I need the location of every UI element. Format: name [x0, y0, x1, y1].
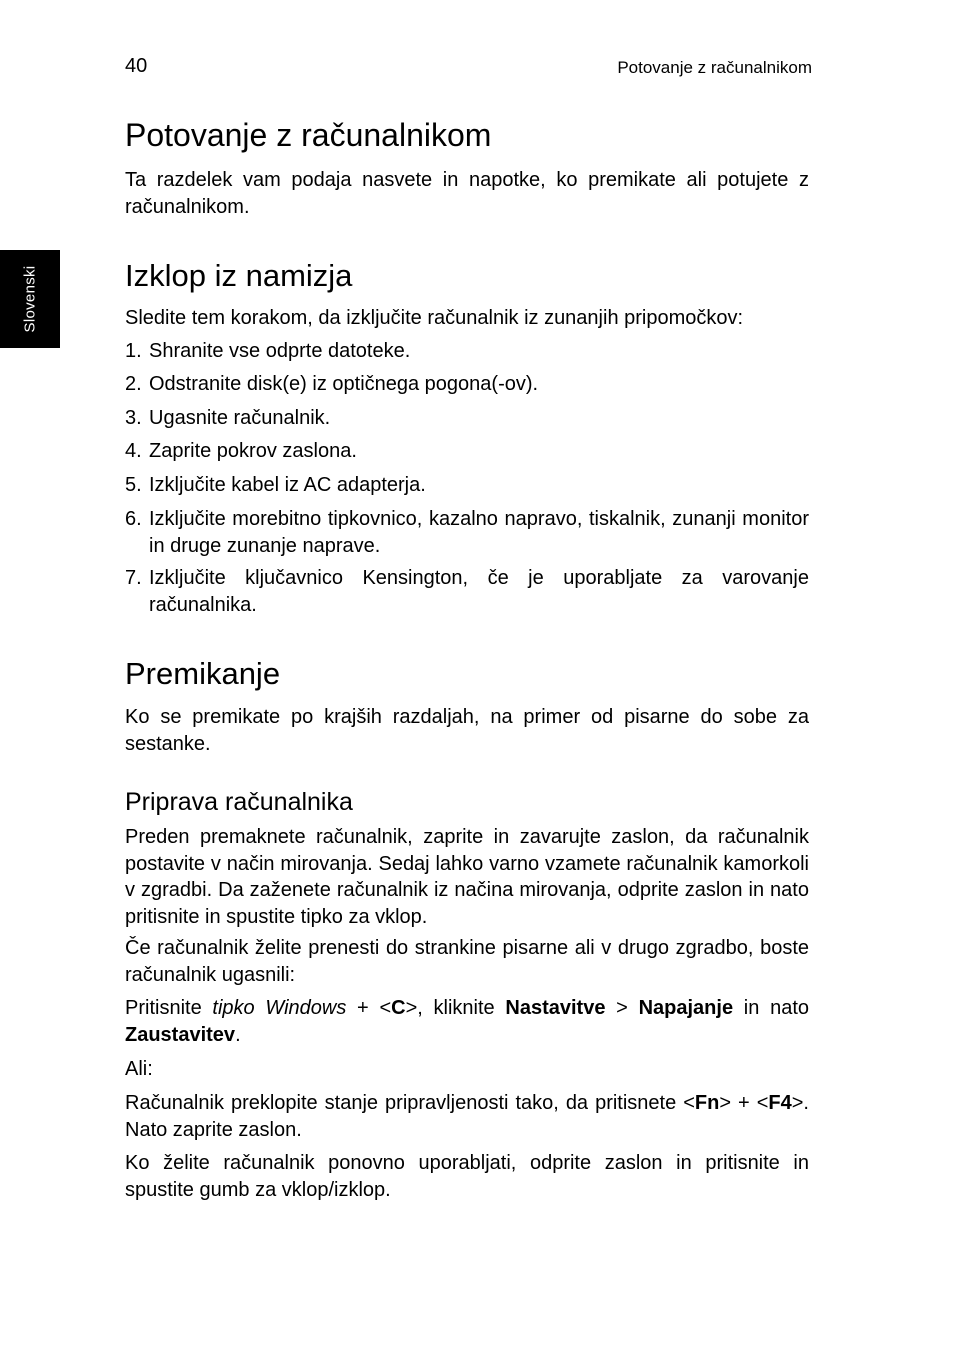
key-fn: Fn: [694, 1092, 720, 1114]
moving-intro: Ko se premikate po krajših razdaljah, na primer od pisarne do sobe za sestanke.: [125, 706, 809, 755]
page-number: 40: [125, 55, 148, 77]
list-item-number: 6.: [125, 508, 142, 530]
language-side-tab: [0, 250, 60, 348]
list-item: [125, 338, 809, 365]
windows-key-text: tipko Windows: [212, 997, 347, 1019]
list-item-number: 1.: [125, 340, 142, 362]
list-item-text: Shranite vse odprte datoteke.: [149, 340, 411, 362]
list-item-number: 4.: [125, 440, 142, 462]
prep-title: Priprava računalnika: [125, 788, 353, 816]
list-item: [125, 472, 809, 499]
power-term: Napajanje: [638, 997, 734, 1019]
prep-paragraph-4: Računalnik preklopite stanje pripravljenosti tako, da pritisnete <Fn> + <F4>. Nato zaprite zaslon.: [125, 1092, 809, 1141]
list-item: [125, 506, 809, 559]
list-item-number: 2.: [125, 373, 142, 395]
list-item-number: 3.: [125, 407, 142, 429]
list-item-text: Izključite ključavnico Kensington, če je uporabljate za varovanje računalnika.: [149, 567, 809, 616]
prep-paragraph-3: Pritisnite tipko Windows + <C>, kliknite Nastavitve > Napajanje in nato Zaustavitev.: [125, 997, 810, 1046]
disconnect-title: Izklop iz namizja: [125, 258, 353, 293]
list-item: [125, 405, 809, 432]
prep-paragraph-2: Če računalnik želite prenesti do strankine pisarne ali v drugo zgradbo, boste računalnik ugasnili:: [125, 937, 809, 986]
list-item-text: Izključite morebitno tipkovnico, kazalno napravo, tiskalnik, zunanji monitor in druge zunanje naprave.: [149, 508, 809, 557]
list-item-text: Odstranite disk(e) iz optičnega pogona(-ov).: [149, 373, 539, 395]
list-item: [125, 371, 809, 398]
list-item: [125, 438, 809, 465]
main-title: Potovanje z računalnikom: [125, 117, 492, 153]
main-intro: Ta razdelek vam podaja nasvete in napotke, ko premikate ali potujete z računalnikom.: [125, 169, 809, 218]
disconnect-intro: Sledite tem korakom, da izključite računalnik iz zunanjih pripomočkov:: [125, 307, 744, 329]
list-item: [125, 565, 809, 618]
list-item-number: 5.: [125, 474, 142, 496]
settings-term: Nastavitve: [505, 997, 606, 1019]
running-header: Potovanje z računalnikom: [617, 58, 812, 77]
list-item-text: Izključite kabel iz AC adapterja.: [149, 474, 426, 496]
prep-or: Ali:: [125, 1058, 153, 1080]
key-f4: F4: [768, 1092, 792, 1114]
list-item-number: 7.: [125, 567, 142, 589]
list-item-text: Ugasnite računalnik.: [149, 407, 331, 429]
list-item-text: Zaprite pokrov zaslona.: [149, 440, 357, 462]
prep-paragraph-5: Ko želite računalnik ponovno uporabljati, odprite zaslon in pritisnite in spustite gumb za vklop/izklop.: [125, 1152, 809, 1201]
key-c: C: [391, 997, 406, 1019]
moving-title: Premikanje: [125, 656, 281, 691]
language-side-tab-label: Slovenski: [21, 265, 39, 333]
prep-paragraph-1: Preden premaknete računalnik, zaprite in zavarujte zaslon, da računalnik postavite v način mirovanja. Sedaj lahko varno vzamete računalnik kamorkoli v zgradbi. Da zaženete računalnik iz načina mirovanja, odprite zaslon in nato pritisnite in spustite tipko za vklop.: [125, 826, 809, 928]
shutdown-term: Zaustavitev: [125, 1023, 236, 1046]
